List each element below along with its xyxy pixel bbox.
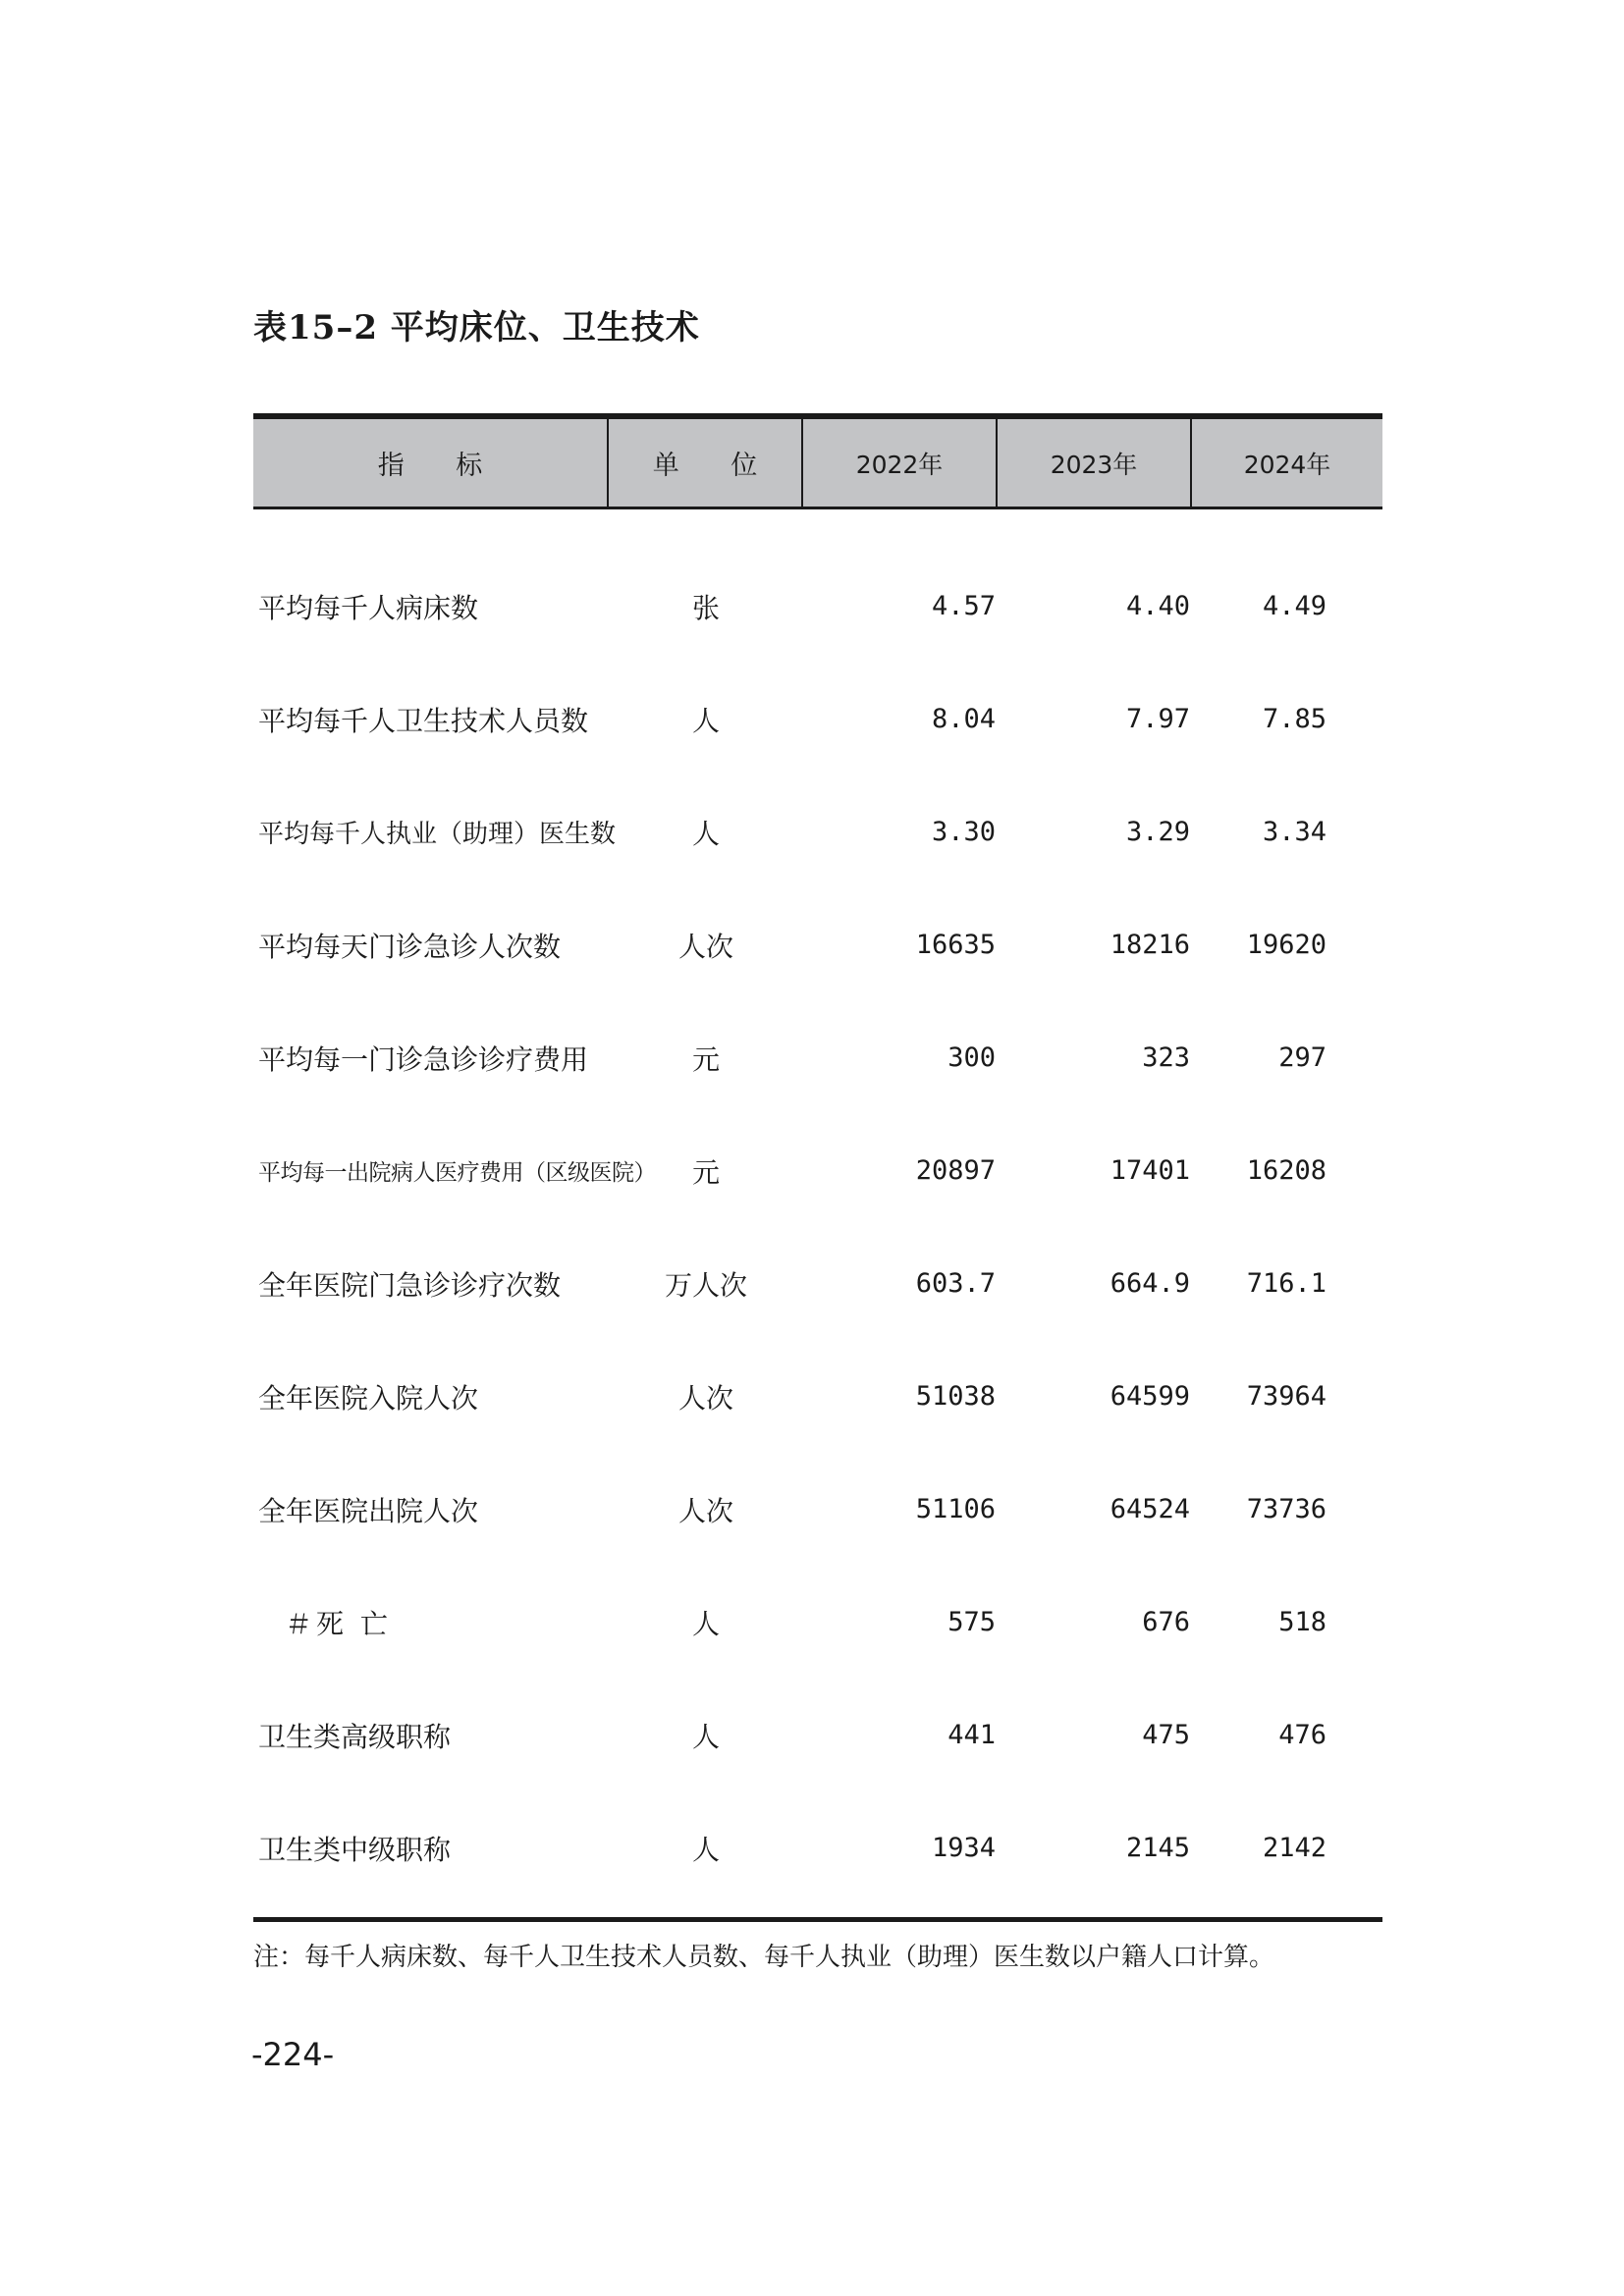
row-indicator: 平均每千人卫生技术人员数 [258, 704, 589, 737]
row-value-2023: 18216 [1110, 930, 1190, 960]
row-value-2023: 676 [1142, 1607, 1190, 1637]
table-row [253, 550, 1382, 663]
table-row [253, 1114, 1382, 1227]
row-indicator: ＃死 亡 [285, 1607, 392, 1640]
row-value-2023: 4.40 [1125, 591, 1190, 621]
table-note: 注：每千人病床数、每千人卫生技术人员数、每千人执业（助理）医生数以户籍人口计算。 [253, 1943, 1275, 1972]
table-row [253, 1791, 1382, 1904]
row-value-2022: 3.30 [931, 817, 996, 847]
row-unit: 元 [691, 1155, 720, 1189]
table-row [253, 1001, 1382, 1114]
page-number: -224- [251, 2036, 335, 2073]
row-value-2024: 73964 [1246, 1381, 1326, 1412]
row-value-2024: 2142 [1262, 1833, 1326, 1863]
row-unit: 人 [691, 1833, 720, 1866]
table-row [253, 1453, 1382, 1566]
row-value-2023: 17401 [1110, 1155, 1190, 1186]
row-unit: 万人次 [664, 1268, 747, 1302]
table-row [253, 1227, 1382, 1340]
row-value-2022: 8.04 [931, 704, 996, 734]
table-header [253, 419, 1382, 509]
table-row [253, 888, 1382, 1001]
table-row [253, 663, 1382, 775]
row-value-2024: 19620 [1246, 930, 1326, 960]
row-indicator: 平均每千人病床数 [258, 591, 479, 624]
row-indicator: 全年医院入院人次 [258, 1381, 479, 1415]
row-unit: 人 [691, 817, 720, 850]
row-value-2024: 4.49 [1262, 591, 1326, 621]
row-value-2024: 16208 [1246, 1155, 1326, 1186]
row-value-2022: 300 [947, 1042, 996, 1073]
row-unit: 人 [691, 1607, 720, 1640]
row-indicator: 全年医院出院人次 [258, 1494, 479, 1527]
row-value-2022: 4.57 [931, 591, 996, 621]
header-2024: 2024年 [1243, 450, 1331, 479]
table-title: 表15–2 平均床位、卫生技术 [253, 308, 700, 347]
row-value-2022: 603.7 [915, 1268, 996, 1299]
row-value-2023: 323 [1142, 1042, 1190, 1073]
row-unit: 人次 [677, 930, 733, 963]
header-2023: 2023年 [998, 419, 1192, 507]
row-value-2024: 297 [1278, 1042, 1326, 1073]
bottom-rule [253, 1917, 1382, 1922]
row-value-2024: 518 [1278, 1607, 1326, 1637]
row-indicator: 平均每一出院病人医疗费用（区级医院） [258, 1160, 656, 1186]
row-unit: 人次 [677, 1494, 733, 1527]
row-value-2023: 64599 [1110, 1381, 1190, 1412]
row-value-2024: 73736 [1246, 1494, 1326, 1524]
row-value-2024: 716.1 [1246, 1268, 1326, 1299]
row-value-2023: 2145 [1125, 1833, 1190, 1863]
header-indicator: 指 标 [253, 419, 609, 507]
row-value-2022: 51106 [915, 1494, 996, 1524]
row-value-2024: 476 [1278, 1720, 1326, 1750]
row-unit: 人 [691, 704, 720, 737]
row-value-2023: 475 [1142, 1720, 1190, 1750]
header-2022: 2022年 [803, 419, 998, 507]
row-value-2022: 441 [947, 1720, 996, 1750]
row-indicator: 卫生类高级职称 [258, 1720, 452, 1753]
row-unit: 人 [691, 1720, 720, 1753]
table-body [253, 550, 1382, 1904]
header-unit: 单 位 [609, 419, 803, 507]
table-row [253, 1679, 1382, 1791]
row-value-2023: 664.9 [1110, 1268, 1190, 1299]
row-value-2024: 7.85 [1262, 704, 1326, 734]
row-value-2022: 575 [947, 1607, 996, 1637]
row-value-2022: 51038 [915, 1381, 996, 1412]
row-indicator: 平均每天门诊急诊人次数 [258, 930, 562, 963]
row-value-2023: 3.29 [1125, 817, 1190, 847]
row-value-2022: 1934 [931, 1833, 996, 1863]
row-value-2022: 20897 [915, 1155, 996, 1186]
row-value-2024: 3.34 [1262, 817, 1326, 847]
table-row [253, 1340, 1382, 1453]
table-row [253, 1566, 1382, 1679]
row-indicator: 卫生类中级职称 [258, 1833, 452, 1866]
row-value-2023: 7.97 [1125, 704, 1190, 734]
row-indicator: 平均每一门诊急诊诊疗费用 [258, 1042, 589, 1076]
row-value-2022: 16635 [915, 930, 996, 960]
row-unit: 元 [691, 1042, 720, 1076]
row-indicator: 全年医院门急诊诊疗次数 [258, 1268, 562, 1302]
table-row [253, 775, 1382, 888]
row-unit: 张 [691, 591, 720, 624]
row-value-2023: 64524 [1110, 1494, 1190, 1524]
row-indicator: 平均每千人执业（助理）医生数 [258, 820, 617, 849]
row-unit: 人次 [677, 1381, 733, 1415]
